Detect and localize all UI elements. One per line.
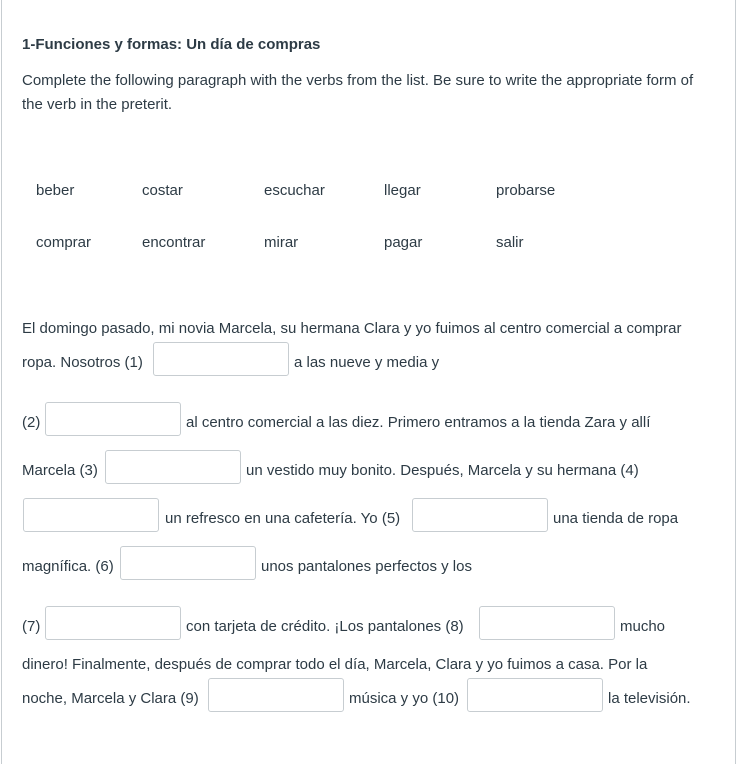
- blank-8-input[interactable]: [479, 606, 615, 640]
- paragraph-text: con tarjeta de crédito. ¡Los pantalones (8): [186, 618, 464, 635]
- blank-1-input[interactable]: [153, 342, 289, 376]
- word-salir: salir: [496, 234, 524, 251]
- word-mirar: mirar: [264, 234, 299, 251]
- instructions: Complete the following paragraph with the verbs from the list. Be sure to write the appropriate form of the verb in the preterit.: [22, 72, 694, 113]
- paragraph-line-8: dinero! Finalmente, después de comprar todo el día, Marcela, Clara y yo fuimos a casa. Por la: [22, 656, 648, 673]
- question-title: 1-Funciones y formas: Un día de compras: [22, 36, 321, 53]
- paragraph-text: Marcela (3): [22, 462, 98, 479]
- word-costar: costar: [142, 182, 183, 199]
- paragraph-text: noche, Marcela y Clara (9): [22, 690, 199, 707]
- blank-2-input[interactable]: [45, 402, 181, 436]
- word-llegar: llegar: [384, 182, 421, 199]
- blank-9-input[interactable]: [208, 678, 344, 712]
- paragraph-text: magnífica. (6): [22, 558, 114, 575]
- word-escuchar: escuchar: [264, 182, 325, 199]
- paragraph-text: un refresco en una cafetería. Yo (5): [165, 510, 401, 527]
- word-comprar: comprar: [36, 234, 92, 251]
- blank-4-input[interactable]: [23, 498, 159, 532]
- blank-7-input[interactable]: [45, 606, 181, 640]
- word-probarse: probarse: [496, 182, 556, 199]
- word-encontrar: encontrar: [142, 234, 206, 251]
- blank-6-input[interactable]: [120, 546, 256, 580]
- paragraph-text: a las nueve y media y: [294, 354, 440, 371]
- paragraph-text: (2): [22, 414, 41, 431]
- paragraph-text: (7): [22, 618, 41, 635]
- blank-3-input[interactable]: [105, 450, 241, 484]
- blank-5-input[interactable]: [412, 498, 548, 532]
- paragraph-text: una tienda de ropa: [553, 510, 679, 527]
- paragraph-text: unos pantalones perfectos y los: [261, 558, 472, 575]
- paragraph-text: la televisión.: [608, 690, 691, 707]
- word-beber: beber: [36, 182, 75, 199]
- blank-10-input[interactable]: [467, 678, 603, 712]
- paragraph-text: mucho: [620, 618, 666, 635]
- paragraph-text: ropa. Nosotros (1): [22, 354, 143, 371]
- word-pagar: pagar: [384, 234, 423, 251]
- paragraph-text: música y yo (10): [349, 690, 460, 707]
- paragraph-text: al centro comercial a las diez. Primero entramos a la tienda Zara y allí: [186, 414, 651, 431]
- paragraph-line-1: El domingo pasado, mi novia Marcela, su hermana Clara y yo fuimos al centro comercial a comprar: [22, 320, 682, 337]
- paragraph-text: un vestido muy bonito. Después, Marcela y su hermana (4): [246, 462, 639, 479]
